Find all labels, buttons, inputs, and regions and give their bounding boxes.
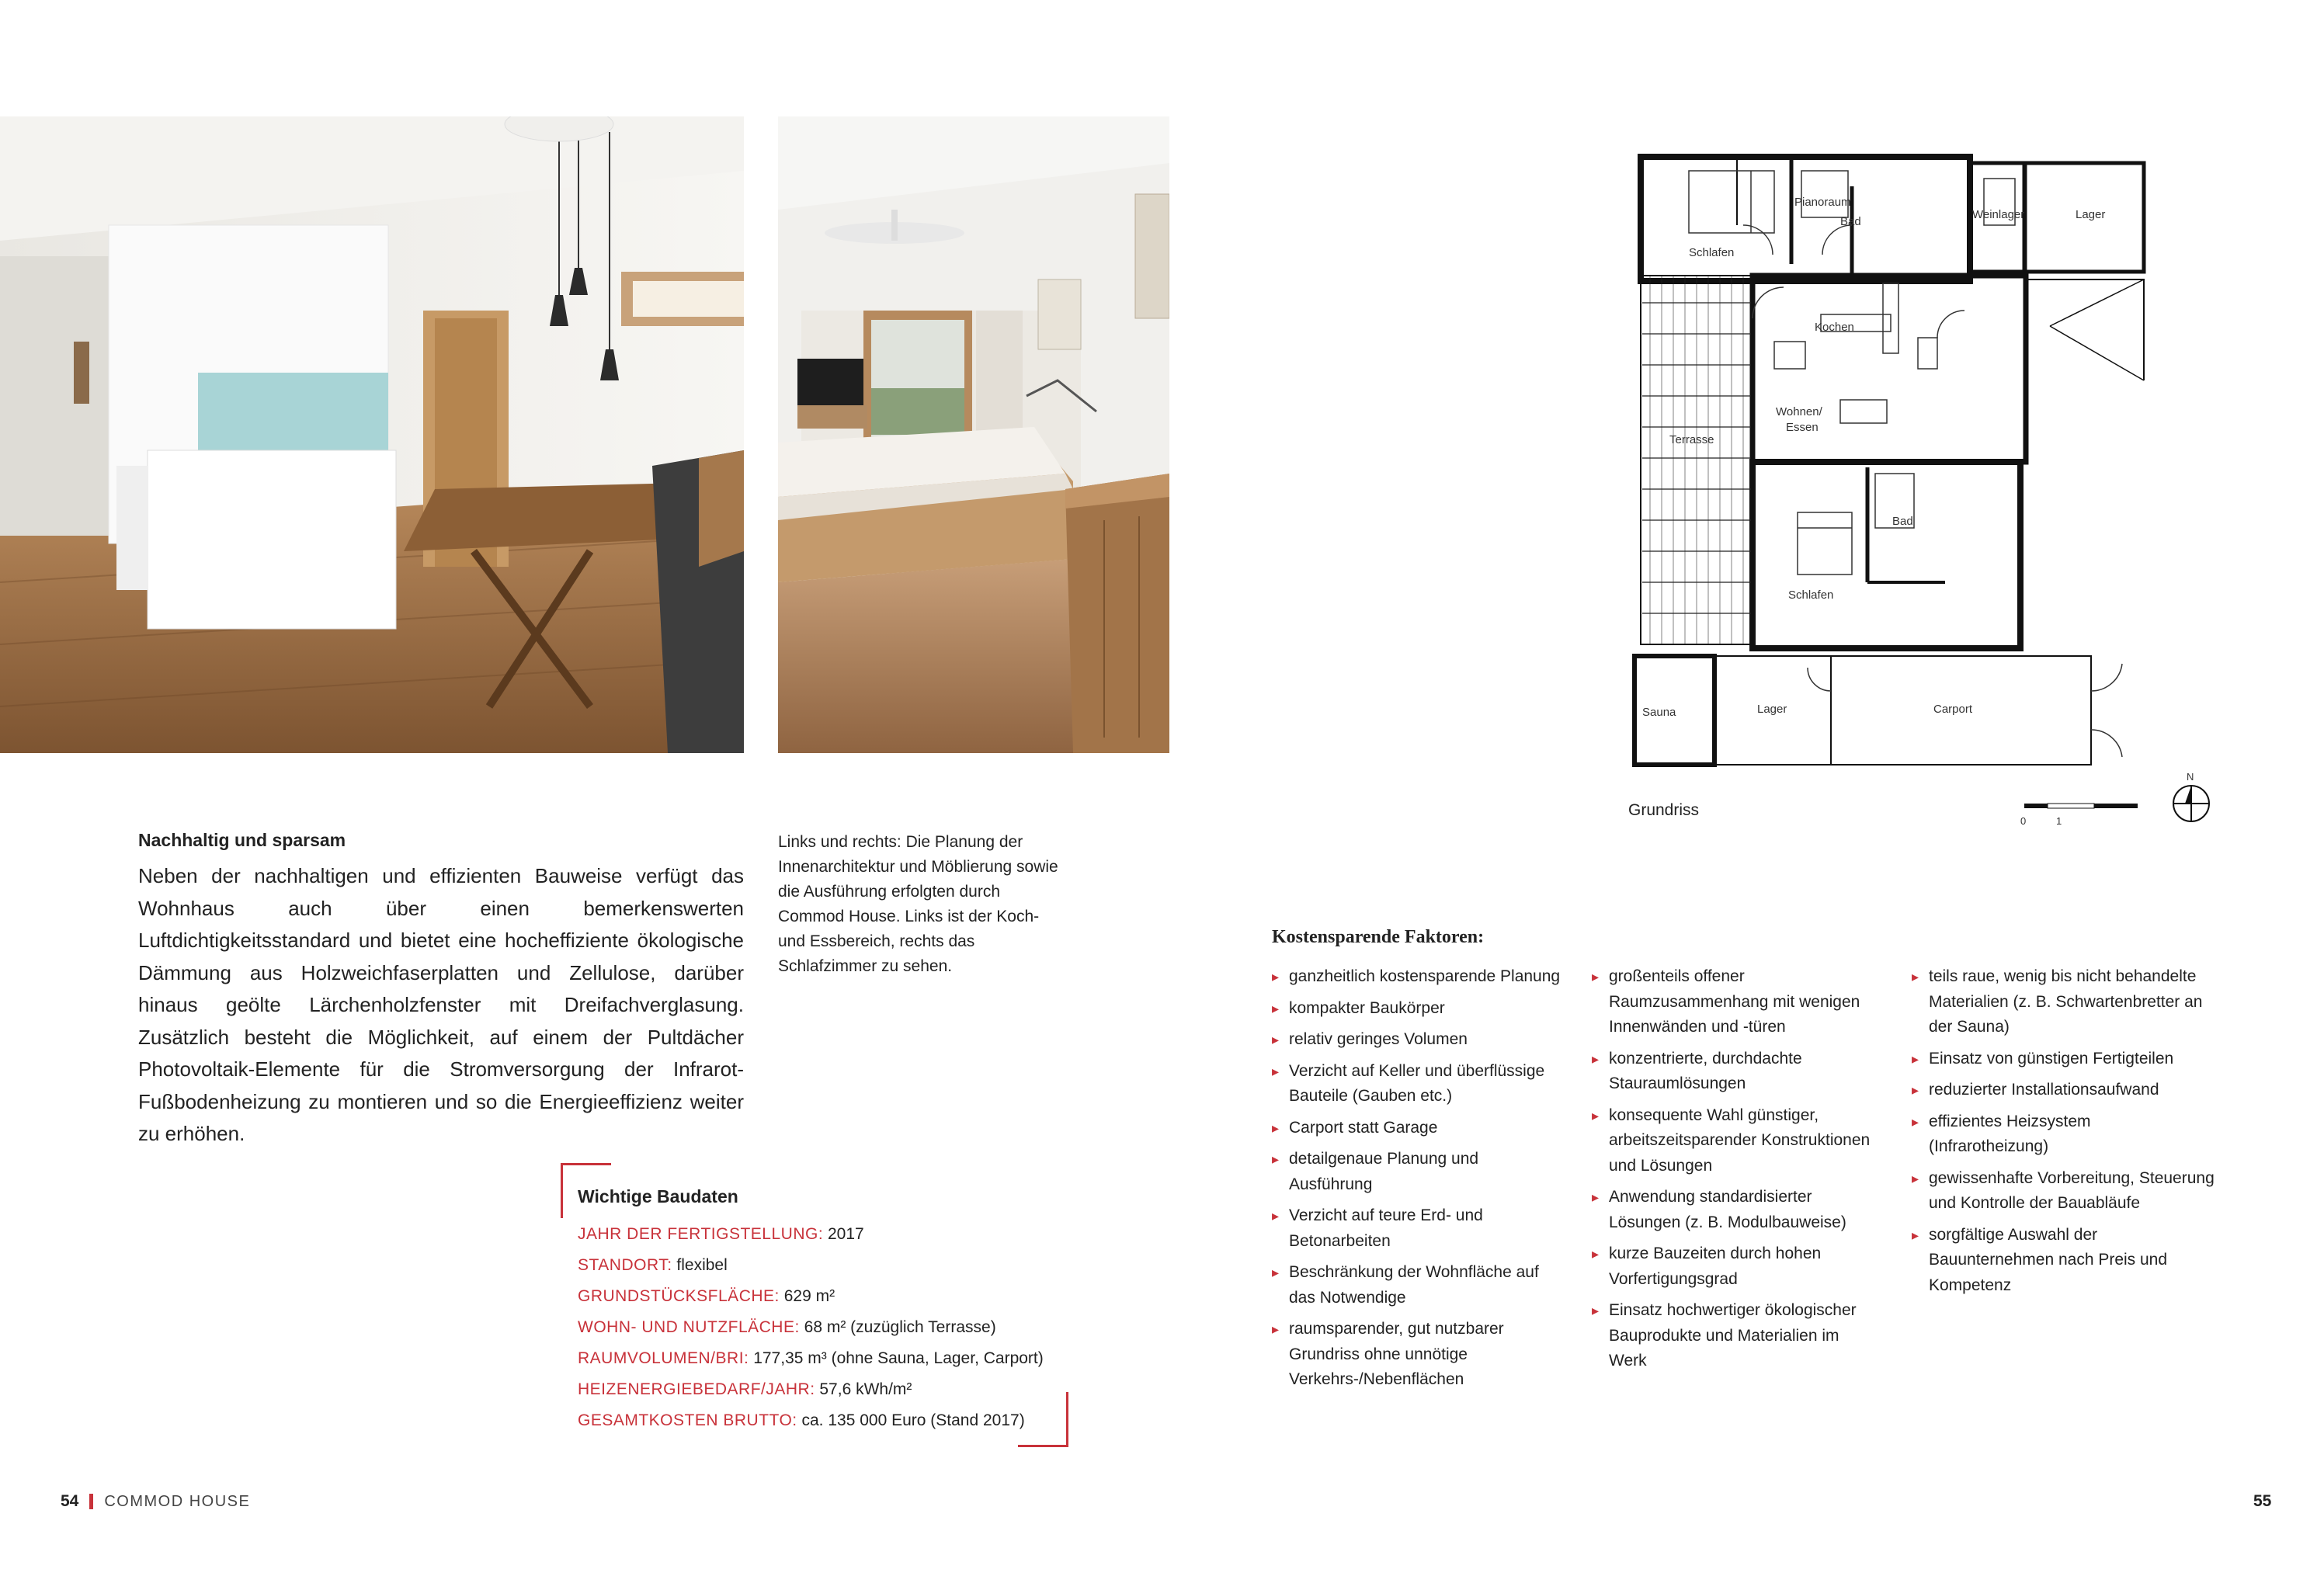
baudaten-row (578, 1374, 1044, 1405)
baudaten-key: GRUNDSTÜCKSFLÄCHE: (578, 1287, 780, 1305)
kostensparend-item: ▸ reduzierter Installationsaufwand (1912, 1078, 2215, 1103)
photo-bedroom (778, 116, 1169, 753)
kostensparend-item: ▸ kompakter Baukörper (1272, 996, 1561, 1022)
kostensparend-item: ▸ detailgenaue Planung und Ausführung (1272, 1147, 1561, 1197)
scale-bar (2020, 804, 2138, 827)
scale-label-1: 1 (2056, 815, 2062, 827)
kostensparend-item: ▸ relativ geringes Volumen (1272, 1027, 1561, 1053)
kostensparend-list-col2 (1592, 964, 1881, 1380)
kostensparend-item: ▸ Einsatz von günstigen Fertigteilen (1912, 1047, 2215, 1072)
kostensparend-item: ▸ raumsparender, gut nutzbarer Grundriss ohne unnötige Verkehrs-/Nebenflächen (1272, 1317, 1561, 1393)
kostensparend-item: ▸ Anwendung standardisierter Lösungen (z. B. Modulbauweise) (1592, 1185, 1881, 1235)
room-label-terrasse: Terrasse (1669, 433, 1714, 446)
room-label-carport: Carport (1933, 703, 1973, 716)
room-label-lager2: Lager (1757, 703, 1787, 716)
room-label-weinlager: Weinlager (1972, 208, 2025, 221)
folio-left (61, 1492, 250, 1511)
room-label-bad2: Bad (1892, 515, 1913, 528)
room-label-pianoraum: Pianoraum (1794, 196, 1851, 209)
room-label-bad1: Bad (1840, 215, 1861, 228)
baudaten-key: RAUMVOLUMEN/BRI: (578, 1349, 749, 1367)
baudaten-value: 629 m² (779, 1287, 835, 1305)
baudaten-row (578, 1281, 1044, 1312)
kostensparend-item: ▸ effizientes Heizsystem (Infrarotheizung) (1912, 1109, 2215, 1160)
folio-label: COMMOD HOUSE (104, 1492, 251, 1510)
body-text: Neben der nachhaltigen und effizienten Bauweise verfügt das Wohnhaus auch über einen bemerkenswerten Luftdichtigkeitsstandard und bietet eine hocheffiziente ökologische Dämmung aus Holzweichfaserplatten und Zellulose, darüber hinaus geölte Lärchenholzfenster mit Dreifachverglasung. Zusätzlich besteht die Möglichkeit, auf einem der Pultdächer Photovoltaik-Elemente für die Stromversorgung der Infrarot-Fußbodenheizung zu montieren und so die Energieeffizienz weiter zu erhöhen. (138, 864, 744, 1145)
room-label-schlafen2: Schlafen (1788, 588, 1834, 602)
room-label-wohnen: Wohnen/ (1776, 405, 1822, 418)
room-label-schlafen1: Schlafen (1689, 246, 1735, 259)
kostensparend-item: ▸ großenteils offener Raumzusammenhang mit wenigen Innenwänden und -türen (1592, 964, 1881, 1040)
kostensparend-item: ▸ Carport statt Garage (1272, 1116, 1561, 1141)
kostensparend-item: ▸ Einsatz hochwertiger ökologischer Bauprodukte und Materialien im Werk (1592, 1298, 1881, 1374)
baudaten-value: 68 m² (zuzüglich Terrasse) (799, 1318, 996, 1336)
baudaten-row (578, 1219, 1044, 1250)
page-number-left: 54 (61, 1492, 79, 1510)
plan-caption: Grundriss (1628, 801, 1700, 819)
photo-kitchen-dining (0, 116, 744, 753)
baudaten-value: 2017 (823, 1225, 864, 1243)
kostensparend-item: ▸ gewissenhafte Vorbereitung, Steuerung und Kontrolle der Bauabläufe (1912, 1166, 2215, 1217)
baudaten-list (578, 1219, 1044, 1436)
baudaten-row (578, 1312, 1044, 1343)
section-heading: Nachhaltig und sparsam (138, 830, 346, 850)
baudaten-title: Wichtige Baudaten (578, 1186, 738, 1206)
kostensparend-item: ▸ konzentrierte, durchdachte Stauraumlösungen (1592, 1047, 1881, 1097)
baudaten-key: HEIZENERGIEBEDARF/JAHR: (578, 1380, 815, 1398)
baudaten-row (578, 1405, 1044, 1436)
baudaten-value: flexibel (672, 1256, 728, 1274)
baudaten-key: STANDORT: (578, 1256, 672, 1274)
kostensparend-item: ▸ kurze Bauzeiten durch hohen Vorfertigungsgrad (1592, 1241, 1881, 1292)
room-label-lager1: Lager (2076, 208, 2106, 221)
kostensparend-item: ▸ Beschränkung der Wohnfläche auf das Notwendige (1272, 1260, 1561, 1311)
photo-caption: Links und rechts: Die Planung der Innenarchitektur und Möblierung sowie die Ausführung erfolgten durch Commod House. Links ist der Koch- und Essbereich, rechts das Schlafzimmer zu sehen. (778, 833, 1058, 975)
kostensparend-item: ▸ konsequente Wahl günstiger, arbeitszeitsparender Konstruktionen und Lösungen (1592, 1103, 1881, 1179)
baudaten-value: 57,6 kWh/m² (815, 1380, 912, 1398)
kostensparend-list-col1 (1272, 964, 1561, 1399)
north-label: N (2187, 771, 2194, 783)
kostensparend-item: ▸ ganzheitlich kostensparende Planung (1272, 964, 1561, 990)
kostensparend-item: ▸ sorgfältige Auswahl der Bauunternehmen nach Preis und Kompetenz (1912, 1223, 2215, 1299)
north-arrow-icon (2173, 771, 2209, 821)
baudaten-key: JAHR DER FERTIGSTELLUNG: (578, 1225, 824, 1243)
room-label-sauna: Sauna (1642, 706, 1676, 719)
kostensparend-list-col3 (1912, 964, 2215, 1304)
baudaten-key: GESAMTKOSTEN BRUTTO: (578, 1411, 797, 1429)
folio-marker (89, 1494, 93, 1509)
baudaten-row (578, 1343, 1044, 1374)
page-number-right: 55 (2253, 1492, 2272, 1510)
baudaten-row (578, 1250, 1044, 1281)
room-label-kochen: Kochen (1815, 321, 1854, 334)
scale-label-0: 0 (2020, 815, 2027, 827)
kostensparend-title: Kostensparende Faktoren: (1272, 927, 1485, 947)
kostensparend-item: ▸ Verzicht auf Keller und überflüssige Bauteile (Gauben etc.) (1272, 1059, 1561, 1109)
baudaten-value: ca. 135 000 Euro (Stand 2017) (797, 1411, 1025, 1429)
floor-plan (1619, 148, 2240, 831)
kostensparend-item: ▸ Verzicht auf teure Erd- und Betonarbeiten (1272, 1203, 1561, 1254)
baudaten-key: WOHN- UND NUTZFLÄCHE: (578, 1318, 800, 1336)
baudaten-value: 177,35 m³ (ohne Sauna, Lager, Carport) (749, 1349, 1044, 1367)
baudaten-box (561, 1163, 1068, 1447)
kostensparend-item: ▸ teils raue, wenig bis nicht behandelte Materialien (z. B. Schwartenbretter an der Sauna) (1912, 964, 2215, 1040)
room-label-essen: Essen (1786, 421, 1819, 434)
